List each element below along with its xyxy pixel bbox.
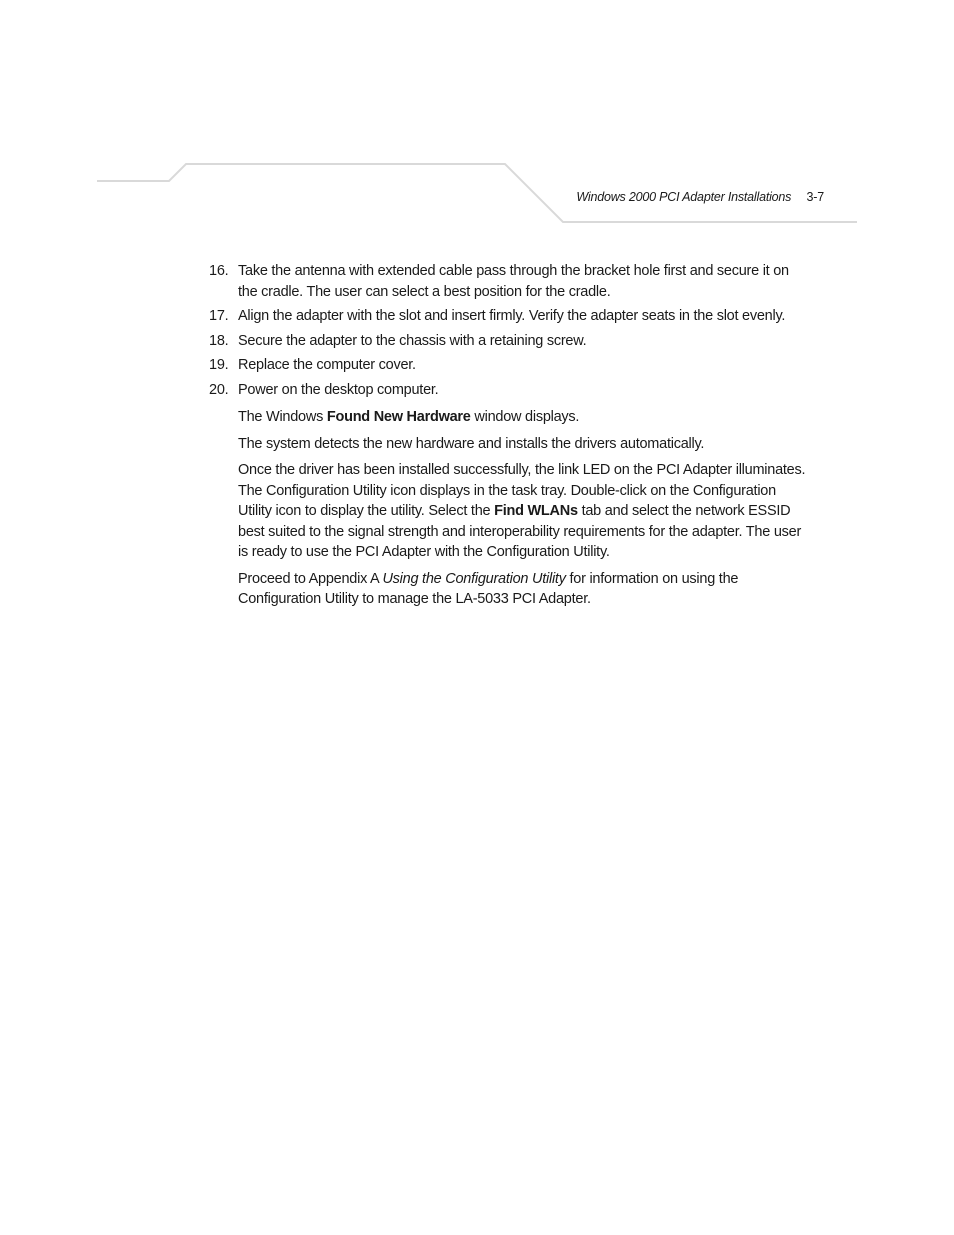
header-rule-decoration: [0, 0, 954, 240]
page-content: [209, 261, 809, 610]
step-text: Replace the computer cover.: [238, 357, 416, 373]
step-text: Take the antenna with extended cable pass through the bracket hole first and secure it on the cradle. The user can select a best position for the cradle.: [238, 263, 789, 300]
step-number: 18.: [209, 332, 229, 349]
step-18: [209, 331, 809, 352]
paragraph-detects-hardware: [209, 434, 809, 455]
step-number: 17.: [209, 308, 229, 324]
paragraph-text: The Windows: [238, 409, 327, 425]
tab-name-bold: Find WLANs: [494, 503, 578, 519]
window-name-bold: Found New Hardware: [326, 409, 471, 425]
paragraph-text: for information on using the Configuration Utility to manage the LA-5033 PCI Adapter.: [238, 570, 739, 607]
appendix-title-italic: Using the Configuration Utility: [382, 570, 566, 587]
paragraph-text: Once the driver has been installed successfully, the link LED on the PCI Adapter illuminates. The Configuration Utility icon displays in the task tray. Double-click on the Configuration Utility icon to display the utility. Select the: [238, 462, 806, 519]
step-19: [209, 355, 809, 376]
paragraph-driver-installed: [209, 460, 809, 563]
step-text: Power on the desktop computer.: [238, 381, 439, 398]
running-title: Windows 2000 PCI Adapter Installations: [576, 190, 792, 204]
paragraph-text: window displays.: [470, 409, 580, 425]
paragraph-text: The system detects the new hardware and installs the drivers automatically.: [238, 435, 705, 452]
step-20: [209, 380, 809, 401]
paragraph-text: tab and select the network ESSID best suited to the signal strength and interoperability requirements for the adapter. The user is ready to use the PCI Adapter with the Configuration Utility.: [238, 503, 802, 560]
running-head: [576, 190, 824, 204]
step-text: Secure the adapter to the chassis with a retaining screw.: [238, 332, 587, 349]
paragraph-text: Proceed to Appendix A: [238, 570, 383, 587]
step-number: 16.: [209, 263, 229, 279]
paragraph-found-new-hardware: [209, 407, 809, 428]
page-number: 3-7: [806, 190, 824, 204]
paragraph-proceed-appendix: [209, 569, 809, 610]
step-number: 19.: [209, 357, 229, 373]
step-17: [209, 306, 809, 327]
step-16: [209, 261, 809, 302]
step-number: 20.: [209, 381, 229, 398]
step-text: Align the adapter with the slot and insert firmly. Verify the adapter seats in the slot evenly.: [238, 308, 786, 324]
